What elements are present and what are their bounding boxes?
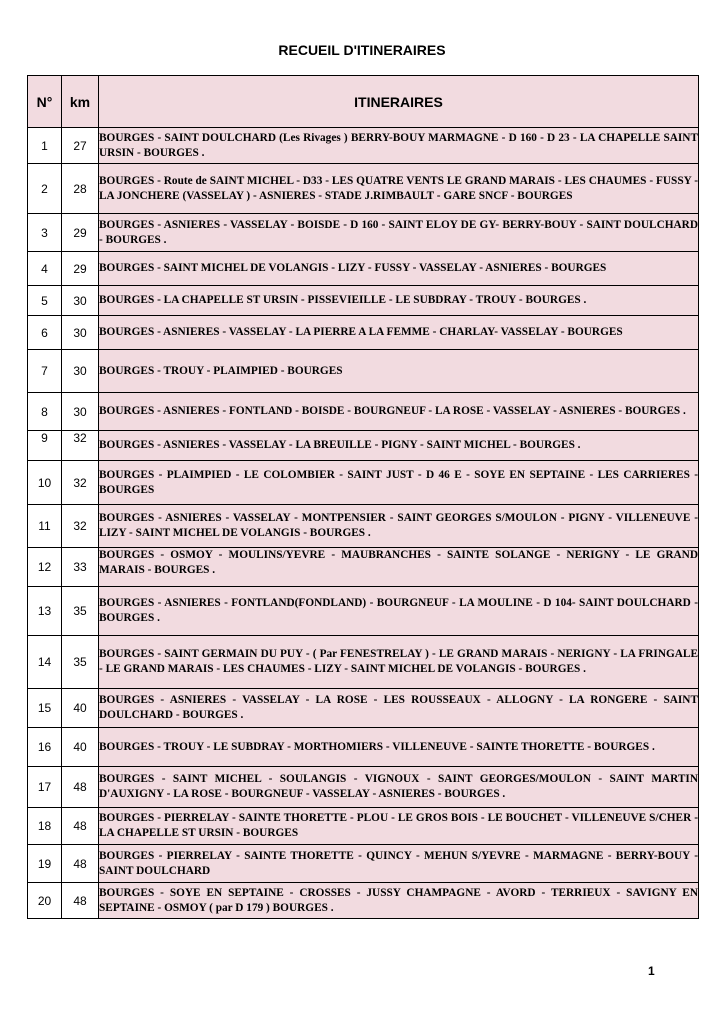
row-itinerary: BOURGES - ASNIERES - FONTLAND - BOISDE - BOURGNEUF - LA ROSE - VASSELAY - ASNIERES - BOURGES . bbox=[99, 393, 699, 431]
row-itinerary: BOURGES - TROUY - LE SUBDRAY - MORTHOMIERS - VILLENEUVE - SAINTE THORETTE - BOURGES . bbox=[99, 728, 699, 767]
table-row bbox=[28, 214, 699, 252]
table-row bbox=[28, 252, 699, 286]
table-row bbox=[28, 505, 699, 548]
row-itinerary: BOURGES - SOYE EN SEPTAINE - CROSSES - JUSSY CHAMPAGNE - AVORD - TERRIEUX - SAVIGNY EN SEPTAINE - OSMOY ( par D 179 ) BOURGES . bbox=[99, 883, 699, 919]
row-km: 40 bbox=[62, 728, 99, 767]
row-km: 29 bbox=[62, 214, 99, 252]
row-km: 32 bbox=[62, 461, 99, 505]
row-number: 10 bbox=[28, 461, 62, 505]
row-km: 40 bbox=[62, 689, 99, 728]
row-km: 35 bbox=[62, 636, 99, 689]
table-row bbox=[28, 431, 699, 461]
row-itinerary: BOURGES - ASNIERES - FONTLAND(FONDLAND) - BOURGNEUF - LA MOULINE - D 104- SAINT DOULCHARD - BOURGES . bbox=[99, 587, 699, 636]
row-km: 30 bbox=[62, 350, 99, 393]
table-row bbox=[28, 883, 699, 919]
row-number: 3 bbox=[28, 214, 62, 252]
row-km: 48 bbox=[62, 883, 99, 919]
row-number: 7 bbox=[28, 350, 62, 393]
table-row bbox=[28, 461, 699, 505]
header-km: km bbox=[62, 76, 99, 128]
row-km: 48 bbox=[62, 845, 99, 883]
row-number: 6 bbox=[28, 316, 62, 350]
table-row bbox=[28, 164, 699, 214]
table-row bbox=[28, 316, 699, 350]
itineraries-table bbox=[27, 75, 699, 919]
row-number: 5 bbox=[28, 286, 62, 316]
row-itinerary: BOURGES - OSMOY - MOULINS/YEVRE - MAUBRANCHES - SAINTE SOLANGE - NERIGNY - LE GRAND MARAIS - BOURGES . bbox=[99, 548, 699, 587]
table-row bbox=[28, 728, 699, 767]
row-km: 48 bbox=[62, 767, 99, 808]
table-header-row bbox=[28, 76, 699, 128]
row-km: 27 bbox=[62, 128, 99, 164]
row-itinerary: BOURGES - ASNIERES - VASSELAY - LA PIERRE A LA FEMME - CHARLAY- VASSELAY - BOURGES bbox=[99, 316, 699, 350]
row-itinerary: BOURGES - ASNIERES - VASSELAY - LA ROSE - LES ROUSSEAUX - ALLOGNY - LA RONGERE - SAINT DOULCHARD - BOURGES . bbox=[99, 689, 699, 728]
row-itinerary: BOURGES - ASNIERES - VASSELAY - LA BREUILLE - PIGNY - SAINT MICHEL - BOURGES . bbox=[99, 431, 699, 461]
row-number: 11 bbox=[28, 505, 62, 548]
row-km: 48 bbox=[62, 808, 99, 845]
row-itinerary: BOURGES - PIERRELAY - SAINTE THORETTE - PLOU - LE GROS BOIS - LE BOUCHET - VILLENEUVE S/CHER - LA CHAPELLE ST URSIN - BOURGES bbox=[99, 808, 699, 845]
row-km: 33 bbox=[62, 548, 99, 587]
table-row bbox=[28, 636, 699, 689]
row-km: 32 bbox=[62, 505, 99, 548]
row-itinerary: BOURGES - ASNIERES - VASSELAY - BOISDE - D 160 - SAINT ELOY DE GY- BERRY-BOUY - SAINT DOULCHARD - BOURGES . bbox=[99, 214, 699, 252]
row-itinerary: BOURGES - SAINT MICHEL DE VOLANGIS - LIZY - FUSSY - VASSELAY - ASNIERES - BOURGES bbox=[99, 252, 699, 286]
header-num: N° bbox=[28, 76, 62, 128]
table-row bbox=[28, 767, 699, 808]
row-number: 13 bbox=[28, 587, 62, 636]
row-number: 18 bbox=[28, 808, 62, 845]
row-itinerary: BOURGES - Route de SAINT MICHEL - D33 - LES QUATRE VENTS LE GRAND MARAIS - LES CHAUMES - FUSSY - LA JONCHERE (VASSELAY ) - ASNIERES - STADE J.RIMBAULT - GARE SNCF - BOURGES bbox=[99, 164, 699, 214]
table-row bbox=[28, 393, 699, 431]
row-number: 8 bbox=[28, 393, 62, 431]
table-row bbox=[28, 548, 699, 587]
row-km: 28 bbox=[62, 164, 99, 214]
row-km: 32 bbox=[62, 431, 99, 461]
row-number: 2 bbox=[28, 164, 62, 214]
row-km: 35 bbox=[62, 587, 99, 636]
header-itineraires: ITINERAIRES bbox=[99, 76, 699, 128]
row-itinerary: BOURGES - ASNIERES - VASSELAY - MONTPENSIER - SAINT GEORGES S/MOULON - PIGNY - VILLENEUVE - LIZY - SAINT MICHEL DE VOLANGIS - BOURGES . bbox=[99, 505, 699, 548]
row-number: 12 bbox=[28, 548, 62, 587]
row-number: 16 bbox=[28, 728, 62, 767]
table-row bbox=[28, 808, 699, 845]
page-number: 1 bbox=[648, 964, 655, 978]
page-title: RECUEIL D'ITINERAIRES bbox=[278, 42, 446, 58]
table-row bbox=[28, 286, 699, 316]
table-row bbox=[28, 350, 699, 393]
table-row bbox=[28, 587, 699, 636]
row-itinerary: BOURGES - LA CHAPELLE ST URSIN - PISSEVIEILLE - LE SUBDRAY - TROUY - BOURGES . bbox=[99, 286, 699, 316]
row-km: 30 bbox=[62, 393, 99, 431]
table-row bbox=[28, 128, 699, 164]
row-number: 14 bbox=[28, 636, 62, 689]
row-km: 30 bbox=[62, 316, 99, 350]
row-number: 15 bbox=[28, 689, 62, 728]
table-row bbox=[28, 845, 699, 883]
row-number: 20 bbox=[28, 883, 62, 919]
row-itinerary: BOURGES - PIERRELAY - SAINTE THORETTE - QUINCY - MEHUN S/YEVRE - MARMAGNE - BERRY-BOUY - SAINT DOULCHARD bbox=[99, 845, 699, 883]
row-itinerary: BOURGES - TROUY - PLAIMPIED - BOURGES bbox=[99, 350, 699, 393]
row-itinerary: BOURGES - SAINT MICHEL - SOULANGIS - VIGNOUX - SAINT GEORGES/MOULON - SAINT MARTIN D'AUXIGNY - LA ROSE - BOURGNEUF - VASSELAY - ASNIERES - BOURGES . bbox=[99, 767, 699, 808]
row-km: 30 bbox=[62, 286, 99, 316]
row-km: 29 bbox=[62, 252, 99, 286]
row-itinerary: BOURGES - PLAIMPIED - LE COLOMBIER - SAINT JUST - D 46 E - SOYE EN SEPTAINE - LES CARRIERES - BOURGES bbox=[99, 461, 699, 505]
row-itinerary: BOURGES - SAINT DOULCHARD (Les Rivages ) BERRY-BOUY MARMAGNE - D 160 - D 23 - LA CHAPELLE SAINT URSIN - BOURGES . bbox=[99, 128, 699, 164]
row-number: 19 bbox=[28, 845, 62, 883]
row-number: 17 bbox=[28, 767, 62, 808]
table-row bbox=[28, 689, 699, 728]
row-itinerary: BOURGES - SAINT GERMAIN DU PUY - ( Par FENESTRELAY ) - LE GRAND MARAIS - NERIGNY - LA FRINGALE - LE GRAND MARAIS - LES CHAUMES - LIZY - SAINT MICHEL DE VOLANGIS - BOURGES . bbox=[99, 636, 699, 689]
row-number: 1 bbox=[28, 128, 62, 164]
row-number: 4 bbox=[28, 252, 62, 286]
row-number: 9 bbox=[28, 431, 62, 461]
